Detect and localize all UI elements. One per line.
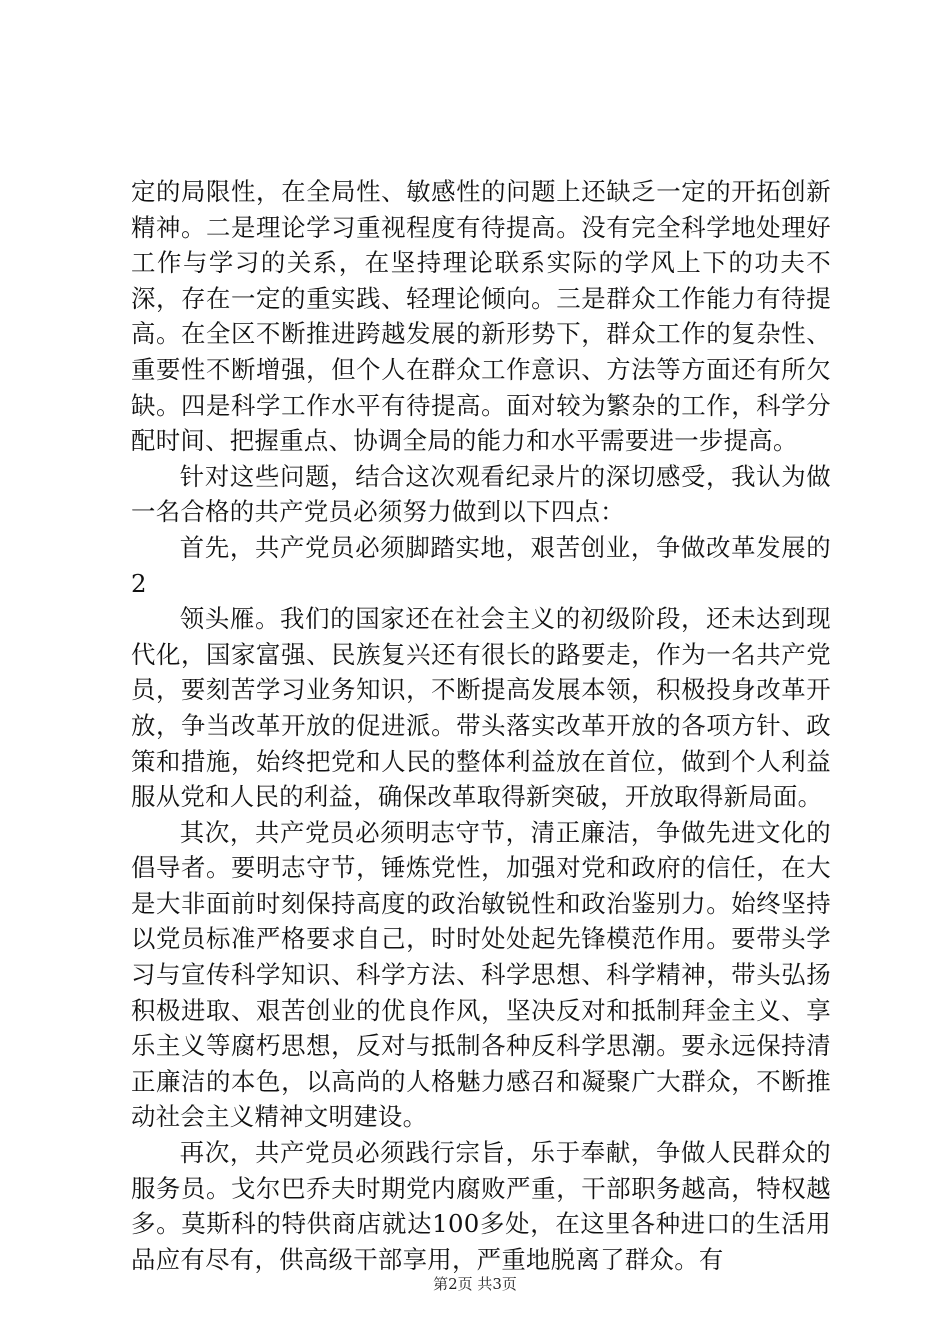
paragraph-6: 再次，共产党员必须践行宗旨，乐于奉献，争做人民群众的服务员。戈尔巴乔夫时期党内腐败严重，干部职务越高，特权越多。莫斯科的特供商店就达100多处，在这里各种进口的生活用品应有尽有，供高级干部享用，严重地脱离了群众。有 xyxy=(131,1138,831,1274)
paragraph-5: 其次，共产党员必须明志守节，清正廉洁，争做先进文化的倡导者。要明志守节，锤炼党性，加强对党和政府的信任，在大是大非面前时刻保持高度的政治敏锐性和政治鉴别力。始终坚持以党员标准严格要求自己，时时处处起先锋模范作用。要带头学习与宣传科学知识、科学方法、科学思想、科学精神，带头弘扬积极进取、艰苦创业的优良作风，坚决反对和抵制拜金主义、享乐主义等腐朽思想，反对与抵制各种反科学思潮。要永远保持清正廉洁的本色，以高尚的人格魅力感召和凝聚广大群众，不断推动社会主义精神文明建设。 xyxy=(131,817,831,1132)
document-body xyxy=(131,174,831,1277)
paragraph-4: 领头雁。我们的国家还在社会主义的初级阶段，还未达到现代化，国家富强、民族复兴还有很长的路要走，作为一名共产党员，要刻苦学习业务知识，不断提高发展本领，积极投身改革开放，争当改革开放的促进派。带头落实改革开放的各项方针、政策和措施，始终把党和人民的整体利益放在首位，做到个人利益服从党和人民的利益，确保改革取得新突破，开放取得新局面。 xyxy=(131,604,831,812)
paragraph-1: 定的局限性，在全局性、敏感性的问题上还缺乏一定的开拓创新精神。二是理论学习重视程度有待提高。没有完全科学地处理好工作与学习的关系，在坚持理论联系实际的学风上下的功夫不深，存在一定的重实践、轻理论倾向。三是群众工作能力有待提高。在全区不断推进跨越发展的新形势下，群众工作的复杂性、重要性不断增强，但个人在群众工作意识、方法等方面还有所欠缺。四是科学工作水平有待提高。面对较为繁杂的工作，科学分配时间、把握重点、协调全局的能力和水平需要进一步提高。 xyxy=(131,177,831,456)
paragraph-2: 针对这些问题，结合这次观看纪录片的深切感受，我认为做一名合格的共产党员必须努力做到以下四点： xyxy=(131,461,831,527)
paragraph-3: 首先，共产党员必须脚踏实地，艰苦创业，争做改革发展的2 xyxy=(131,532,831,598)
page-footer: 第2页 共3页 xyxy=(433,1275,517,1293)
